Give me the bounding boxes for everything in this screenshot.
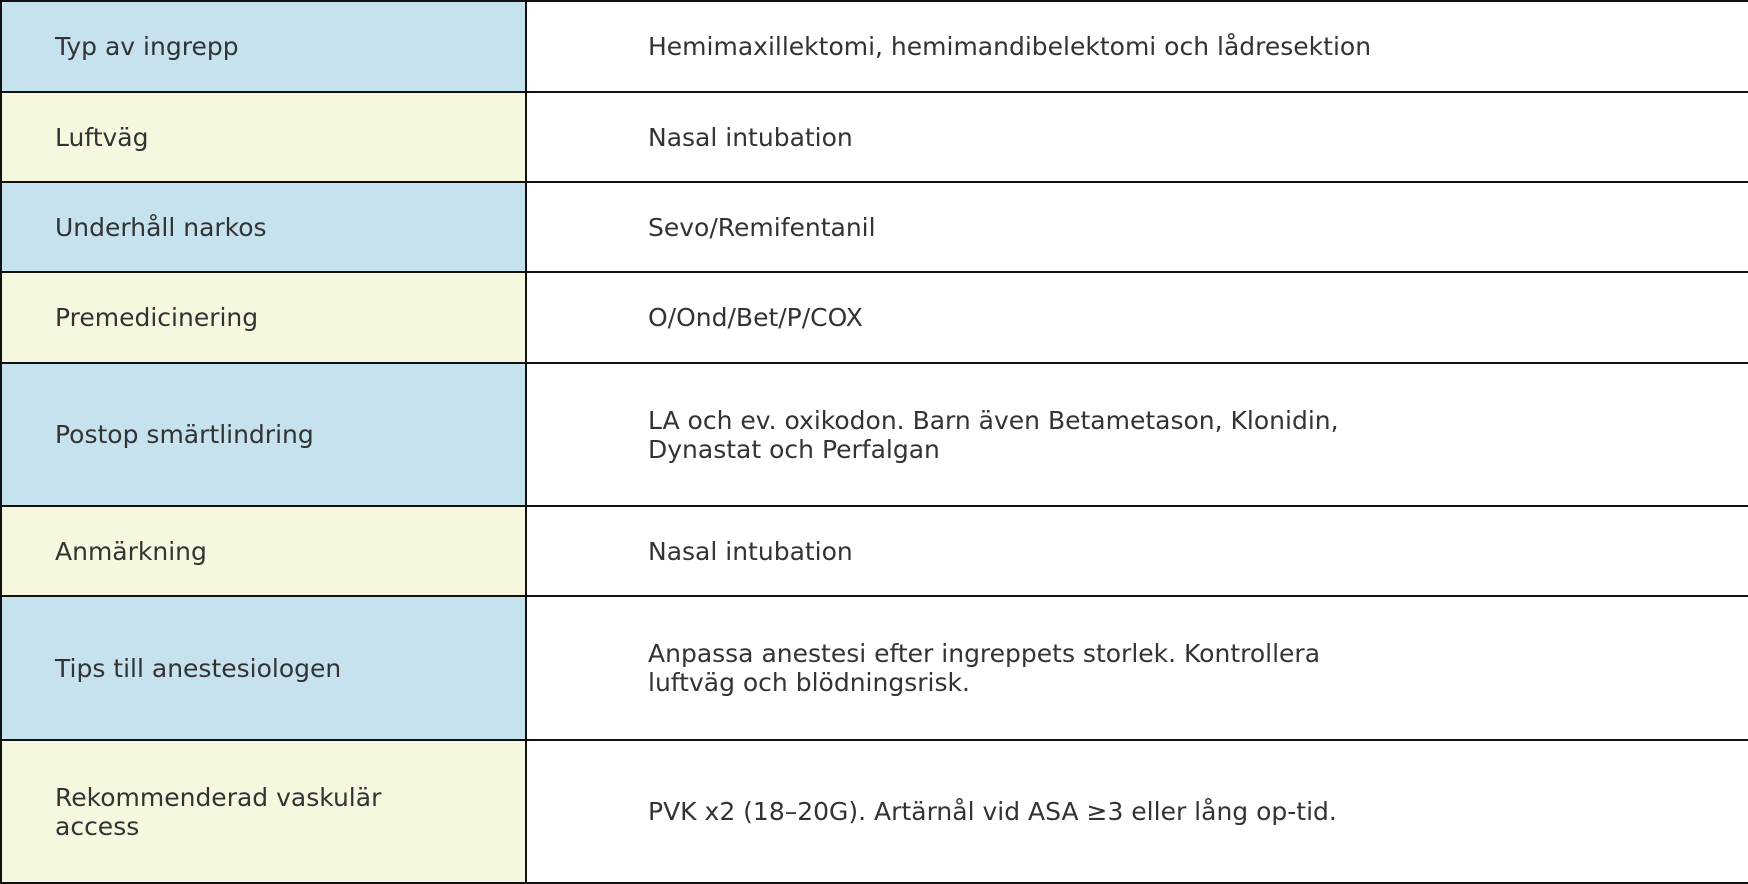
row-value-cell [526, 506, 1748, 596]
row-label-cell [1, 1, 526, 92]
row-value-cell [526, 92, 1748, 182]
table-row [1, 1, 1748, 92]
row-value-cell [526, 363, 1748, 506]
row-value: PVK x2 (18–20G). Artärnål vid ASA ≥3 eller lång op-tid. [648, 797, 1337, 826]
row-label-cell [1, 92, 526, 182]
row-value: LA och ev. oxikodon. Barn även Betametason, Klonidin, Dynastat och Perfalgan [648, 405, 1339, 464]
row-label-cell [1, 740, 526, 883]
row-value-cell [526, 596, 1748, 740]
row-label-cell [1, 506, 526, 596]
row-label: Rekommenderad vaskulär access [55, 782, 382, 841]
table-row [1, 740, 1748, 883]
row-value: Nasal intubation [648, 122, 853, 152]
row-value: Nasal intubation [648, 536, 853, 566]
row-value-cell [526, 272, 1748, 363]
row-label: Premedicinering [55, 303, 259, 332]
row-label: Typ av ingrepp [55, 32, 239, 61]
table-row [1, 272, 1748, 363]
table-row [1, 506, 1748, 596]
table-row [1, 596, 1748, 740]
row-value: Sevo/Remifentanil [648, 212, 876, 242]
row-label: Underhåll narkos [55, 212, 267, 242]
row-label-cell [1, 182, 526, 272]
row-value-cell [526, 740, 1748, 883]
table-row [1, 363, 1748, 506]
row-label: Luftväg [55, 122, 149, 152]
row-value: Anpassa anestesi efter ingreppets storlek. Kontrollera luftväg och blödningsrisk. [648, 639, 1321, 697]
row-label: Tips till anestesiologen [55, 653, 342, 683]
row-value: Hemimaxillektomi, hemimandibelektomi och lådresektion [648, 32, 1372, 61]
row-label-cell [1, 272, 526, 363]
row-label-cell [1, 363, 526, 506]
row-value: O/Ond/Bet/P/COX [648, 303, 863, 332]
row-value-cell [526, 182, 1748, 272]
row-label: Postop smärtlindring [55, 420, 314, 449]
table-row [1, 92, 1748, 182]
row-label: Anmärkning [55, 536, 207, 566]
table-row [1, 182, 1748, 272]
row-value-cell [526, 1, 1748, 92]
row-label-cell [1, 596, 526, 740]
